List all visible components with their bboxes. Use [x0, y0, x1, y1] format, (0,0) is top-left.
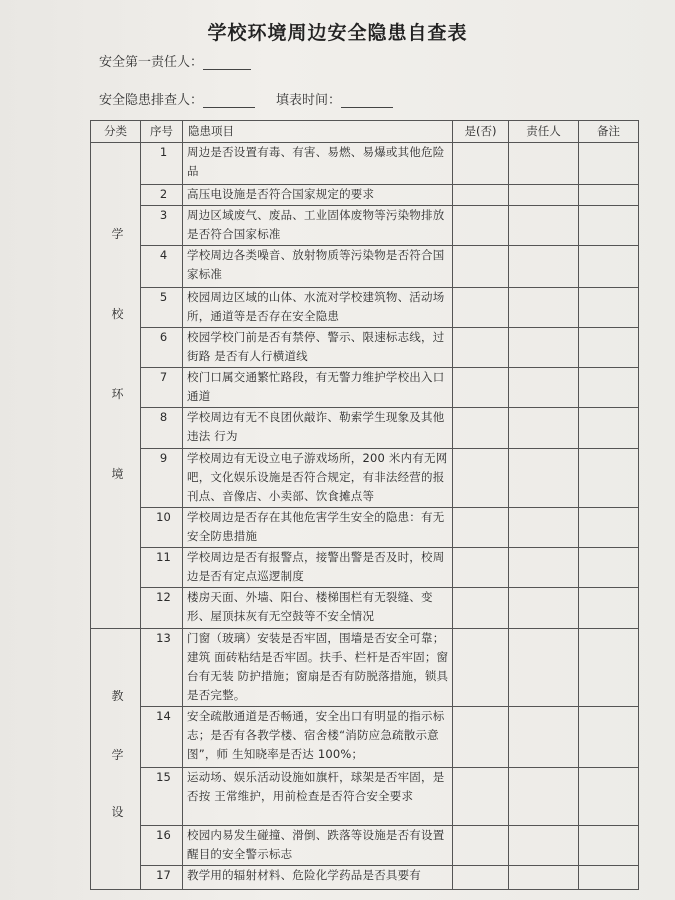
category-char: 境 — [111, 467, 124, 481]
row-item-text: 楼房天面、外墙、阳台、楼梯围栏有无裂缝、变形、屋顶抹灰有无空鼓等不安全情况 — [183, 588, 453, 629]
remarks-cell[interactable] — [579, 825, 639, 865]
remarks-cell[interactable] — [579, 246, 639, 288]
yes-no-cell[interactable] — [453, 548, 509, 588]
category-char: 环 — [111, 387, 124, 401]
table-row — [91, 328, 639, 368]
row-number: 2 — [141, 185, 183, 206]
row-item-text: 学校周边各类噪音、放射物质等污染物是否符合国家标准 — [183, 246, 453, 288]
responsible-cell[interactable] — [509, 288, 579, 328]
responsible-cell[interactable] — [509, 368, 579, 408]
fill-time-field — [276, 89, 393, 108]
first-responsible-blank — [203, 57, 251, 70]
responsible-cell[interactable] — [509, 328, 579, 368]
row-item-text: 学校周边有无设立电子游戏场所，200 米内有无网吧，文化娱乐设施是否符合规定，有非法经营的报刊点、音像店、小卖部、饮食摊点等 — [183, 449, 453, 508]
responsible-cell[interactable] — [509, 548, 579, 588]
row-number: 4 — [141, 246, 183, 288]
table-row — [91, 408, 639, 449]
row-number: 13 — [141, 629, 183, 707]
row-item-text: 运动场、娱乐活动设施如旗杆，球架是否牢固，是否按 王常维护，用前检查是否符合安全要求 — [183, 767, 453, 825]
yes-no-cell[interactable] — [453, 206, 509, 246]
row-item-text: 学校周边有无不良团伙敲诈、勒索学生现象及其他违法 行为 — [183, 408, 453, 449]
category-char: 学 — [111, 227, 124, 241]
yes-no-cell[interactable] — [453, 288, 509, 328]
table-row — [91, 288, 639, 328]
category-school-environment — [91, 143, 141, 629]
header-category: 分类 — [91, 121, 141, 143]
responsible-cell[interactable] — [509, 185, 579, 206]
row-number: 7 — [141, 368, 183, 408]
yes-no-cell[interactable] — [453, 825, 509, 865]
table-row — [91, 548, 639, 588]
remarks-cell[interactable] — [579, 328, 639, 368]
yes-no-cell[interactable] — [453, 767, 509, 825]
table-row — [91, 508, 639, 548]
header-remarks: 备注 — [579, 121, 639, 143]
header-yes-no: 是(否) — [453, 121, 509, 143]
responsible-cell[interactable] — [509, 143, 579, 185]
row-item-text: 校门口属交通繁忙路段，有无警力维护学校出入口通道 — [183, 368, 453, 408]
remarks-cell[interactable] — [579, 629, 639, 707]
row-number: 3 — [141, 206, 183, 246]
table-row — [91, 707, 639, 767]
yes-no-cell[interactable] — [453, 865, 509, 889]
row-number: 15 — [141, 767, 183, 825]
category-char: 学 — [111, 748, 124, 762]
yes-no-cell[interactable] — [453, 368, 509, 408]
responsible-cell[interactable] — [509, 865, 579, 889]
category-char: 教 — [111, 689, 124, 703]
yes-no-cell[interactable] — [453, 408, 509, 449]
remarks-cell[interactable] — [579, 588, 639, 629]
row-number: 5 — [141, 288, 183, 328]
row-item-text: 教学用的辐射材料、危险化学药品是否具要有 — [183, 865, 453, 889]
table-row — [91, 767, 639, 825]
remarks-cell[interactable] — [579, 865, 639, 889]
table-row — [91, 143, 639, 185]
row-number: 1 — [141, 143, 183, 185]
row-item-text: 学校周边是否存在其他危害学生安全的隐患：有无安全防患措施 — [183, 508, 453, 548]
inspector-blank — [203, 95, 255, 108]
category-char: 设 — [111, 805, 124, 819]
row-number: 12 — [141, 588, 183, 629]
yes-no-cell[interactable] — [453, 185, 509, 206]
header-row — [91, 121, 639, 143]
category-char: 校 — [111, 307, 124, 321]
row-number: 8 — [141, 408, 183, 449]
row-number: 6 — [141, 328, 183, 368]
row-number: 10 — [141, 508, 183, 548]
header-item: 隐患项目 — [183, 121, 453, 143]
row-item-text: 校园内易发生碰撞、滑倒、跌落等设施是否有设置醒目的安全警示标志 — [183, 825, 453, 865]
responsible-cell[interactable] — [509, 825, 579, 865]
row-number: 14 — [141, 707, 183, 767]
responsible-cell[interactable] — [509, 408, 579, 449]
yes-no-cell[interactable] — [453, 629, 509, 707]
row-item-text: 门窗（玻璃）安装是否牢固，围墙是否安全可靠；建筑 面砖粘结是否牢固。扶手、栏杆是否牢固；窗台有无装 防护措施；窗扇是否有防脱落措施，锁具是否完整。 — [183, 629, 453, 707]
yes-no-cell[interactable] — [453, 508, 509, 548]
remarks-cell[interactable] — [579, 143, 639, 185]
page-title: 学校环境周边安全隐患自查表 — [207, 22, 468, 44]
table-row — [91, 825, 639, 865]
responsible-cell[interactable] — [509, 206, 579, 246]
yes-no-cell[interactable] — [453, 246, 509, 288]
first-responsible-label: 安全第一责任人： — [99, 55, 204, 70]
fill-time-blank — [341, 95, 393, 108]
header-number: 序号 — [141, 121, 183, 143]
remarks-cell[interactable] — [579, 408, 639, 449]
responsible-cell[interactable] — [509, 449, 579, 508]
row-item-text: 安全疏散通道是否畅通，安全出口有明显的指示标志；是否有各教学楼、宿舍楼“消防应急疏散示意图”，师 生知晓率是否达 100%； — [183, 707, 453, 767]
row-number: 17 — [141, 865, 183, 889]
row-number: 11 — [141, 548, 183, 588]
responsible-cell[interactable] — [509, 767, 579, 825]
remarks-cell[interactable] — [579, 288, 639, 328]
fill-time-label: 填表时间： — [276, 93, 342, 108]
yes-no-cell[interactable] — [453, 328, 509, 368]
row-item-text: 周边是否设置有毒、有害、易燃、易爆或其他危险品 — [183, 143, 453, 185]
first-responsible-field — [99, 51, 251, 70]
remarks-cell[interactable] — [579, 767, 639, 825]
yes-no-cell[interactable] — [453, 449, 509, 508]
remarks-cell[interactable] — [579, 185, 639, 206]
yes-no-cell[interactable] — [453, 707, 509, 767]
category-teaching-facilities — [91, 629, 141, 890]
remarks-cell[interactable] — [579, 508, 639, 548]
remarks-cell[interactable] — [579, 368, 639, 408]
table-row — [91, 206, 639, 246]
table-row — [91, 865, 639, 889]
responsible-cell[interactable] — [509, 588, 579, 629]
row-item-text: 校园学校门前是否有禁停、警示、限速标志线，过街路 是否有人行横道线 — [183, 328, 453, 368]
row-item-text: 学校周边是否有报警点，接警出警是否及时，校周边是否有定点巡逻制度 — [183, 548, 453, 588]
row-item-text: 高压电设施是否符合国家规定的要求 — [183, 185, 453, 206]
inspection-table — [90, 120, 639, 890]
header-responsible: 责任人 — [509, 121, 579, 143]
inspector-label: 安全隐患排查人： — [99, 93, 204, 108]
responsible-cell[interactable] — [509, 508, 579, 548]
yes-no-cell[interactable] — [453, 588, 509, 629]
remarks-cell[interactable] — [579, 548, 639, 588]
remarks-cell[interactable] — [579, 449, 639, 508]
yes-no-cell[interactable] — [453, 143, 509, 185]
responsible-cell[interactable] — [509, 629, 579, 707]
inspector-field — [99, 89, 255, 108]
row-item-text: 校园周边区域的山体、水流对学校建筑物、活动场所，通道等是否存在安全隐患 — [183, 288, 453, 328]
table-row — [91, 629, 639, 707]
table-row — [91, 185, 639, 206]
remarks-cell[interactable] — [579, 206, 639, 246]
row-number: 9 — [141, 449, 183, 508]
responsible-cell[interactable] — [509, 707, 579, 767]
table-row — [91, 449, 639, 508]
table-row — [91, 246, 639, 288]
responsible-cell[interactable] — [509, 246, 579, 288]
row-number: 16 — [141, 825, 183, 865]
table-row — [91, 588, 639, 629]
remarks-cell[interactable] — [579, 707, 639, 767]
row-item-text: 周边区域废气、废品、工业固体废物等污染物排放是否符合国家标准 — [183, 206, 453, 246]
table-row — [91, 368, 639, 408]
